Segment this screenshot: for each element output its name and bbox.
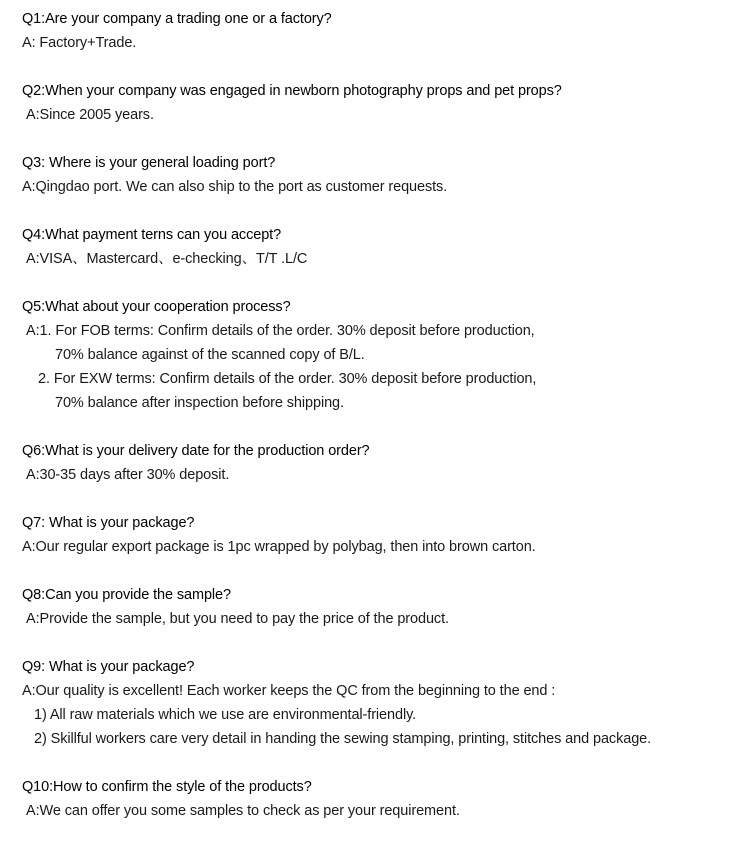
faq-answer-item: 2. For EXW terms: Confirm details of the order. 30% deposit before production, (38, 371, 537, 387)
faq-question: Q2:When your company was engaged in newborn photography props and pet props? (22, 83, 562, 99)
faq-item-9 (22, 657, 742, 753)
faq-answer-continuation: 70% balance after inspection before shipping. (55, 395, 344, 411)
faq-question: Q1:Are your company a trading one or a factory? (22, 11, 332, 27)
faq-answer: A:Since 2005 years. (26, 107, 154, 123)
faq-question: Q8:Can you provide the sample? (22, 587, 231, 603)
faq-answer: A:1. For FOB terms: Confirm details of the order. 30% deposit before production, (26, 323, 535, 339)
faq-question: Q9: What is your package? (22, 659, 195, 675)
faq-item-5 (22, 297, 742, 417)
faq-item-6 (22, 441, 742, 489)
faq-item-2 (22, 81, 742, 129)
faq-answer: A:We can offer you some samples to check as per your requirement. (26, 803, 460, 819)
faq-item-10 (22, 777, 742, 825)
faq-answer: A:VISA、Mastercard、e-checking、T/T .L/C (26, 251, 308, 267)
faq-question: Q5:What about your cooperation process? (22, 299, 291, 315)
faq-answer-item: 2) Skillful workers care very detail in handing the sewing stamping, printing, stitches and package. (34, 731, 652, 747)
faq-question: Q10:How to confirm the style of the products? (22, 779, 312, 795)
faq-item-4 (22, 225, 742, 273)
faq-answer: A: Factory+Trade. (22, 35, 137, 51)
faq-list (22, 9, 742, 849)
faq-answer-continuation: 70% balance against of the scanned copy of B/L. (55, 347, 365, 363)
faq-question: Q3: Where is your general loading port? (22, 155, 276, 171)
faq-item-7 (22, 513, 742, 561)
faq-answer: A:Our regular export package is 1pc wrapped by polybag, then into brown carton. (22, 539, 536, 555)
faq-answer: A:30-35 days after 30% deposit. (26, 467, 230, 483)
faq-item-1 (22, 9, 742, 57)
faq-answer: A:Qingdao port. We can also ship to the port as customer requests. (22, 179, 448, 195)
faq-answer: A:Our quality is excellent! Each worker keeps the QC from the beginning to the end : (22, 683, 556, 699)
faq-question: Q6:What is your delivery date for the production order? (22, 443, 370, 459)
faq-question: Q4:What payment terns can you accept? (22, 227, 282, 243)
faq-item-8 (22, 585, 742, 633)
faq-answer: A:Provide the sample, but you need to pay the price of the product. (26, 611, 449, 627)
faq-answer-item: 1) All raw materials which we use are environmental-friendly. (34, 707, 417, 723)
faq-question: Q7: What is your package? (22, 515, 195, 531)
faq-item-3 (22, 153, 742, 201)
